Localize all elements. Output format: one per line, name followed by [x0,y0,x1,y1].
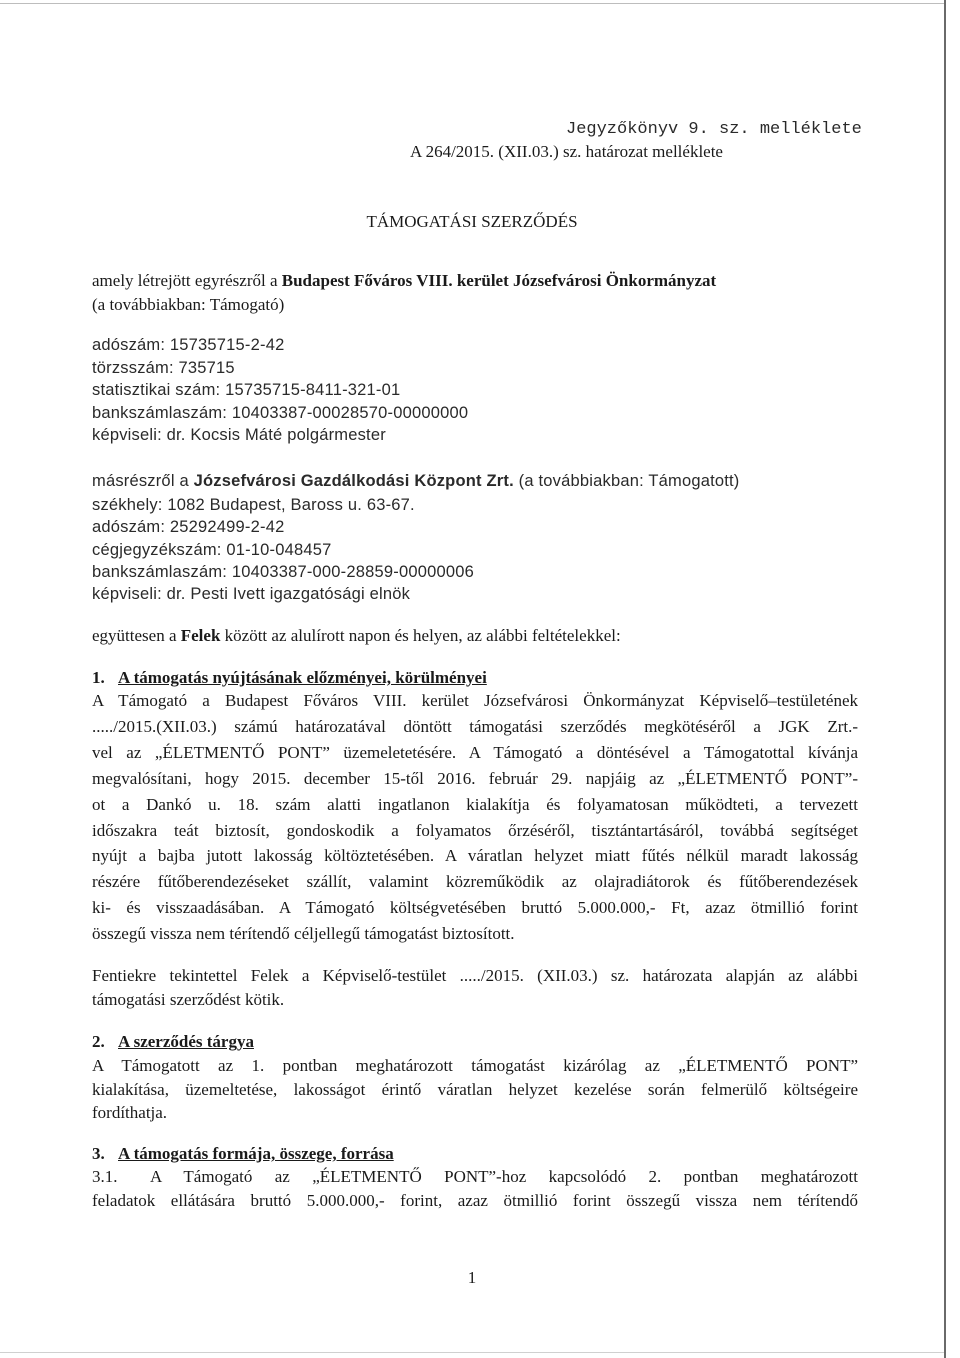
section-2-number: 2. [92,1032,105,1051]
parties-prefix: együttesen a [92,626,181,645]
section-2-title: A szerződés tárgya [118,1032,254,1051]
section-3-title: A támogatás formája, összege, forrása [118,1144,394,1163]
supporter-registry-number: törzsszám: 735715 [92,359,235,377]
section-1-line: megvalósítani, hogy 2015. december 15-től 2016. február 29. napjáig az „ÉLETMENTŐ PONT”- [92,769,858,788]
beneficiary-alias: (a továbbiakban: Támogatott) [513,472,740,490]
document-title: TÁMOGATÁSI SZERZŐDÉS [366,212,578,231]
beneficiary-seat: székhely: 1082 Budapest, Baross u. 63-67. [92,496,415,514]
beneficiary-prefix: másrészről a [92,472,194,490]
section-1-line: részére fűtőberendezéseket szállít, valamint közreműködik az olajradiátorok és fűtőberendezések [92,872,858,891]
section-1-number: 1. [92,668,105,687]
beneficiary-name: Józsefvárosi Gazdálkodási Központ Zrt. [193,472,514,490]
scan-edge-right [944,0,946,1358]
section-1-line: A Támogató a Budapest Főváros VIII. kerület Józsefvárosi Önkormányzat Képviselő–testületének [92,691,858,710]
section-1-line: összegű vissza nem térítendő céljellegű támogatást biztosított. [92,924,515,943]
section-1-line: időszakra teát biztosít, gondoskodik a folyamatos őrzéséről, tisztántartásáról, továbbá segítséget [92,821,858,840]
intro-line [92,270,716,292]
supporter-name: Budapest Főváros VIII. kerület Józsefvárosi Önkormányzat [281,271,717,290]
section-2-line: kialakítása, üzemeltetése, lakosságot érintő váratlan helyzet kezelése során felmerülő költségeire [92,1080,858,1099]
beneficiary-company-reg: cégjegyzékszám: 01-10-048457 [92,541,332,559]
section-3-number: 3. [92,1144,105,1163]
section-3-line: feladatok ellátására bruttó 5.000.000,- forint, azaz ötmillió forint összegű vissza nem térítendő [92,1191,858,1210]
section-1-heading [92,667,487,689]
scan-edge-bottom [0,1352,944,1353]
beneficiary-tax-number: adószám: 25292499-2-42 [92,518,285,536]
section-3-heading [92,1143,394,1165]
annex-stamp: Jegyzőkönyv 9. sz. melléklete [566,120,862,139]
section-1-line: vel az „ÉLETMENTŐ PONT” üzemeletetésére. A Támogató a döntésével a Támogatottal kívánja [92,743,858,762]
parties-term: Felek [180,626,221,645]
resolution-reference: A 264/2015. (XII.03.) sz. határozat melléklete [410,142,723,161]
section-1-line: ...../2015.(XII.03.) számú határozatával döntött támogatási szerződés megkötéséről a JGK Zrt.- [92,717,858,736]
supporter-statistical-number: statisztikai szám: 15735715-8411-321-01 [92,381,401,399]
section-1-line: ki- és visszaadásában. A Támogató költségvetésében bruttó 5.000.000,- Ft, azaz ötmillió forint [92,898,858,917]
section-1-closing-line: Fentiekre tekintettel Felek a Képviselő-testület ...../2015. (XII.03.) sz. határozata alapján az alábbi [92,966,858,985]
section-2-line: fordíthatja. [92,1103,168,1122]
beneficiary-representative: képviseli: dr. Pesti Ivett igazgatósági elnök [92,585,411,603]
parties-clause [92,625,621,647]
section-1-title: A támogatás nyújtásának előzményei, körülményei [118,668,487,687]
beneficiary-intro-line [92,470,740,492]
page-number: 1 [467,1268,477,1287]
section-2-heading [92,1031,254,1053]
supporter-tax-number: adószám: 15735715-2-42 [92,336,285,354]
parties-suffix: között az alulírott napon és helyen, az alábbi feltételekkel: [220,626,621,645]
section-1-line: ot a Dankó u. 18. szám alatti ingatlanon kialakítja és folyamatosan működteti, a tervezett [92,795,858,814]
intro-prefix: amely létrejött egyrészről a [92,271,282,290]
supporter-representative: képviseli: dr. Kocsis Máté polgármester [92,426,386,444]
beneficiary-bank-account: bankszámlaszám: 10403387-000-28859-00000006 [92,563,474,581]
supporter-bank-account: bankszámlaszám: 10403387-00028570-00000000 [92,404,469,422]
supporter-alias: (a továbbiakban: Támogató) [92,295,285,314]
section-3-line: A Támogató az „ÉLETMENTŐ PONT”-hoz kapcsolódó 2. pontban meghatározott [150,1167,858,1186]
scan-edge-top [0,3,944,4]
section-1-closing-line: támogatási szerződést kötik. [92,990,285,1009]
section-2-line: A Támogatott az 1. pontban meghatározott támogatást kizárólag az „ÉLETMENTŐ PONT” [92,1056,858,1075]
section-1-line: nyújt a bajba jutott lakosság költöztetésében. A váratlan helyzet miatt fűtés nélkül maradt lakosság [92,846,858,865]
section-3-subpoint: 3.1. [92,1167,118,1186]
